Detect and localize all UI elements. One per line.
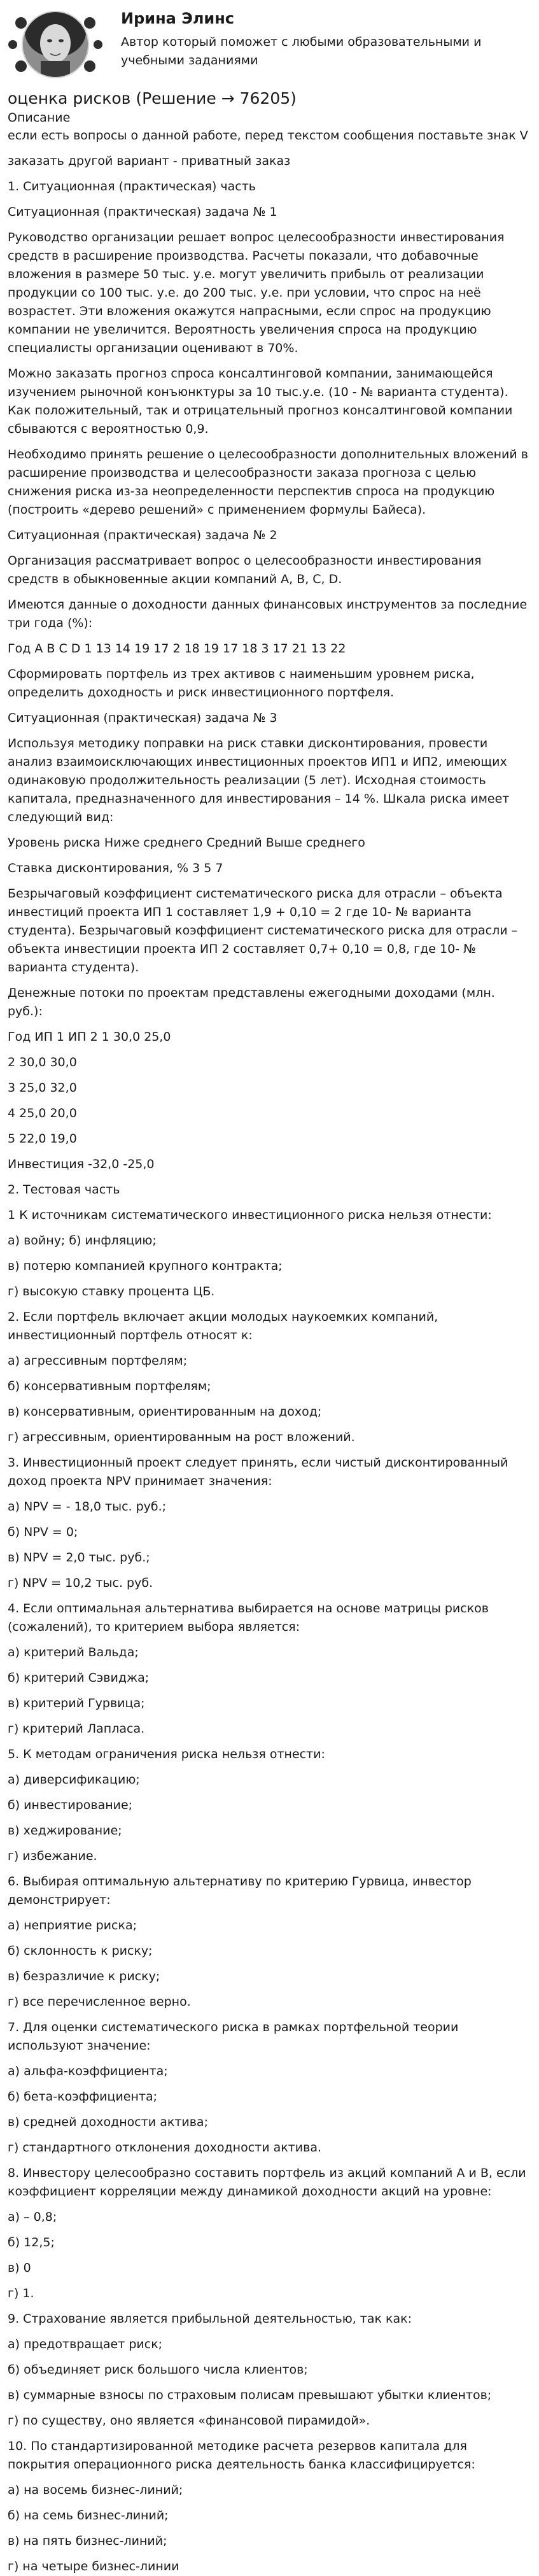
content-paragraph: Инвестиция -32,0 -25,0 bbox=[8, 1157, 155, 1171]
content-paragraph: в) NPV = 2,0 тыс. руб.; bbox=[8, 1551, 150, 1565]
author-header bbox=[8, 0, 531, 88]
content-paragraph: а) диверсификацию; bbox=[8, 1773, 140, 1787]
content-paragraph: Руководство организации решает вопрос целесообразности инвестирования средств в расширение производства. Расчеты показали, что добавочные вложения в размере 50 тыс. у.е. могут увеличить прибыль от реализации продукции со 100 тыс. у.е. до 200 тыс. у.е. при условии, что спрос на неё возрастет. Эти вложения окажутся напрасными, если спрос на продукцию компании не увеличится. Вероятность увеличения спроса на продукцию специалисты организации оценивают в 70%. bbox=[8, 230, 505, 355]
content-paragraph: г) высокую ставку процента ЦБ. bbox=[8, 1284, 215, 1299]
content-paragraph: г) все перечисленное верно. bbox=[8, 1995, 191, 2009]
content-paragraph: а) критерий Вальда; bbox=[8, 1645, 139, 1659]
content-paragraph: в) консервативным, ориентированным на доход; bbox=[8, 1405, 322, 1419]
content-paragraph: в) суммарные взносы по страховым полисам превышают убытки клиентов; bbox=[8, 2388, 492, 2402]
content-paragraph: г) 1. bbox=[8, 2286, 34, 2300]
content-paragraph: 1. Ситуационная (практическая) часть bbox=[8, 179, 256, 194]
description-label: Описание bbox=[8, 111, 71, 125]
content-paragraph: Безрычаговый коэффициент систематического риска для отрасли – объекта инвестиций проекта ИП 1 составляет 1,9 + 0,10 = 2 где 10- № варианта студента). Безрычаговый коэффициент систематического риска для отрасли – объекта инвестиции проекта ИП 2 составляет 0,7+ 0,10 = 0,8, где 10- № варианта студента). bbox=[8, 887, 518, 975]
content-paragraph: Год ИП 1 ИП 2 1 30,0 25,0 bbox=[8, 1030, 171, 1044]
content-paragraph: г) критерий Лапласа. bbox=[8, 1722, 145, 1736]
author-description: Автор который поможет с любыми образовательными и учебными заданиями bbox=[121, 35, 482, 67]
avatar-photo-icon bbox=[8, 6, 103, 83]
content-paragraph: 4. Если оптимальная альтернатива выбирается на основе матрицы рисков (сожалений), то критерием выбора является: bbox=[8, 1601, 489, 1634]
content-paragraph: г) стандартного отклонения доходности актива. bbox=[8, 2141, 322, 2155]
content-paragraph: б) 12,5; bbox=[8, 2235, 55, 2249]
content-paragraph: Денежные потоки по проектам представлены ежегодными доходами (млн. руб.): bbox=[8, 986, 495, 1018]
content-paragraph: б) консервативным портфелям; bbox=[8, 1379, 211, 1393]
content-paragraph: а) – 0,8; bbox=[8, 2210, 57, 2224]
content-paragraph: б) критерий Сэвиджа; bbox=[8, 1671, 150, 1685]
content-paragraph: б) инвестирование; bbox=[8, 1798, 133, 1812]
content-paragraph: б) бета-коэффициента; bbox=[8, 2090, 158, 2104]
content-paragraph: а) агрессивным портфелям; bbox=[8, 1354, 188, 1368]
content-paragraph: б) на семь бизнес-линий; bbox=[8, 2509, 169, 2523]
author-name[interactable]: Ирина Элинс bbox=[121, 10, 235, 27]
content-paragraph: в) на пять бизнес-линий; bbox=[8, 2534, 167, 2548]
content-paragraph: 7. Для оценки систематического риска в рамках портфельной теории используют значение: bbox=[8, 2020, 459, 2053]
content-paragraph: а) NPV = - 18,0 тыс. руб.; bbox=[8, 1500, 167, 1514]
content-paragraph: 2. Тестовая часть bbox=[8, 1183, 120, 1197]
content-paragraph: Ситуационная (практическая) задача № 2 bbox=[8, 528, 277, 542]
content-paragraph: г) избежание. bbox=[8, 1849, 97, 1863]
content-paragraph: Уровень риска Ниже среднего Средний Выше среднего bbox=[8, 836, 365, 850]
content-paragraph: 1 К источникам систематического инвестиционного риска нельзя отнести: bbox=[8, 1208, 492, 1222]
content-paragraph: 3 25,0 32,0 bbox=[8, 1081, 77, 1095]
content-paragraph: 10. По стандартизированной методике расчета резервов капитала для покрытия операционного риска деятельность банка классифицируется: bbox=[8, 2439, 475, 2472]
task-content bbox=[8, 152, 531, 2576]
content-paragraph: Сформировать портфель из трех активов с наименьшим уровнем риска, определить доходность и риск инвестиционного портфеля. bbox=[8, 667, 475, 700]
content-paragraph: б) объединяет риск большого числа клиентов; bbox=[8, 2363, 308, 2377]
content-paragraph: г) по существу, оно является «финансовой пирамидой». bbox=[8, 2414, 370, 2428]
content-paragraph: 8. Инвестору целесообразно составить портфель из акций компаний A и B, если коэффициент корреляции между динамикой доходности акций на уровне: bbox=[8, 2166, 526, 2199]
intro-text: если есть вопросы о данной работе, перед текстом сообщения поставьте знак V bbox=[8, 129, 528, 143]
avatar[interactable] bbox=[8, 6, 103, 83]
content-paragraph: в) критерий Гурвица; bbox=[8, 1696, 145, 1710]
content-paragraph: 2. Если портфель включает акции молодых наукоемких компаний, инвестиционный портфель относят к: bbox=[8, 1310, 438, 1342]
content-paragraph: Ситуационная (практическая) задача № 3 bbox=[8, 711, 277, 725]
content-paragraph: Необходимо принять решение о целесообразности дополнительных вложений в расширение производства и целесообразности заказа прогноза с целью снижения риска из-за неопределенности перспектив спроса на продукцию (построить «дерево решений» с применением формулы Байеса). bbox=[8, 447, 528, 517]
content-paragraph: б) NPV = 0; bbox=[8, 1525, 78, 1539]
content-paragraph: 5. К методам ограничения риска нельзя отнести: bbox=[8, 1747, 325, 1761]
content-paragraph: 4 25,0 20,0 bbox=[8, 1106, 77, 1120]
content-paragraph: а) неприятие риска; bbox=[8, 1918, 137, 1932]
content-paragraph: г) агрессивным, ориентированным на рост вложений. bbox=[8, 1430, 355, 1444]
content-paragraph: а) войну; б) инфляцию; bbox=[8, 1234, 157, 1248]
content-paragraph: 5 22,0 19,0 bbox=[8, 1132, 77, 1146]
content-paragraph: а) на восемь бизнес-линий; bbox=[8, 2483, 183, 2497]
content-paragraph: в) хеджирование; bbox=[8, 1824, 122, 1838]
content-paragraph: Ставка дисконтирования, % 3 5 7 bbox=[8, 861, 223, 875]
content-paragraph: в) средней доходности актива; bbox=[8, 2115, 208, 2129]
content-paragraph: б) склонность к риску; bbox=[8, 1944, 153, 1958]
content-paragraph: в) безразличие к риску; bbox=[8, 1969, 160, 1983]
author-info bbox=[103, 6, 503, 70]
content-paragraph: 9. Страхование является прибыльной деятельностью, так как: bbox=[8, 2312, 412, 2326]
content-paragraph: 3. Инвестиционный проект следует принять, если чистый дисконтированный доход проекта NPV принимает значения: bbox=[8, 1456, 508, 1488]
page-title: оценка рисков (Решение → 76205) bbox=[8, 89, 297, 108]
content-paragraph: Год A B C D 1 13 14 19 17 2 18 19 17 18 3 17 21 13 22 bbox=[8, 642, 346, 656]
content-paragraph: г) на четыре бизнес-линии bbox=[8, 2559, 179, 2573]
content-paragraph: Используя методику поправки на риск ставки дисконтирования, провести анализ взаимоисключающих инвестиционных проектов ИП1 и ИП2, имеющих одинаковую продолжительность реализации (5 лет). Исходная стоимость капитала, предназначенного для инвестирования – 14 %. Шкала риска имеет следующий вид: bbox=[8, 736, 510, 824]
content-paragraph: в) 0 bbox=[8, 2261, 31, 2275]
content-paragraph: 2 30,0 30,0 bbox=[8, 1055, 77, 1069]
content-paragraph: а) предотвращает риск; bbox=[8, 2337, 163, 2351]
content-paragraph: Ситуационная (практическая) задача № 1 bbox=[8, 205, 277, 219]
content-paragraph: г) NPV = 10,2 тыс. руб. bbox=[8, 1576, 153, 1590]
content-paragraph: Можно заказать прогноз спроса консалтинговой компании, занимающейся изучением рыночной конъюнктуры за 10 тыс.у.е. (10 - № варианта студента). Как положительный, так и отрицательный прогноз консалтинговой компании сбываются с вероятностью 0,9. bbox=[8, 367, 513, 436]
content-paragraph: Организация рассматривает вопрос о целесообразности инвестирования средств в обыкновенные акции компаний А, В, С, D. bbox=[8, 554, 482, 586]
content-paragraph: 6. Выбирая оптимальную альтернативу по критерию Гурвица, инвестор демонстрирует: bbox=[8, 1875, 472, 1907]
content-paragraph: Имеются данные о доходности данных финансовых инструментов за последние три года (%): bbox=[8, 598, 528, 630]
content-paragraph: а) альфа-коэффициента; bbox=[8, 2064, 168, 2078]
content-paragraph: в) потерю компанией крупного контракта; bbox=[8, 1259, 283, 1273]
private-order-link[interactable]: заказать другой вариант - приватный заказ bbox=[8, 154, 291, 168]
